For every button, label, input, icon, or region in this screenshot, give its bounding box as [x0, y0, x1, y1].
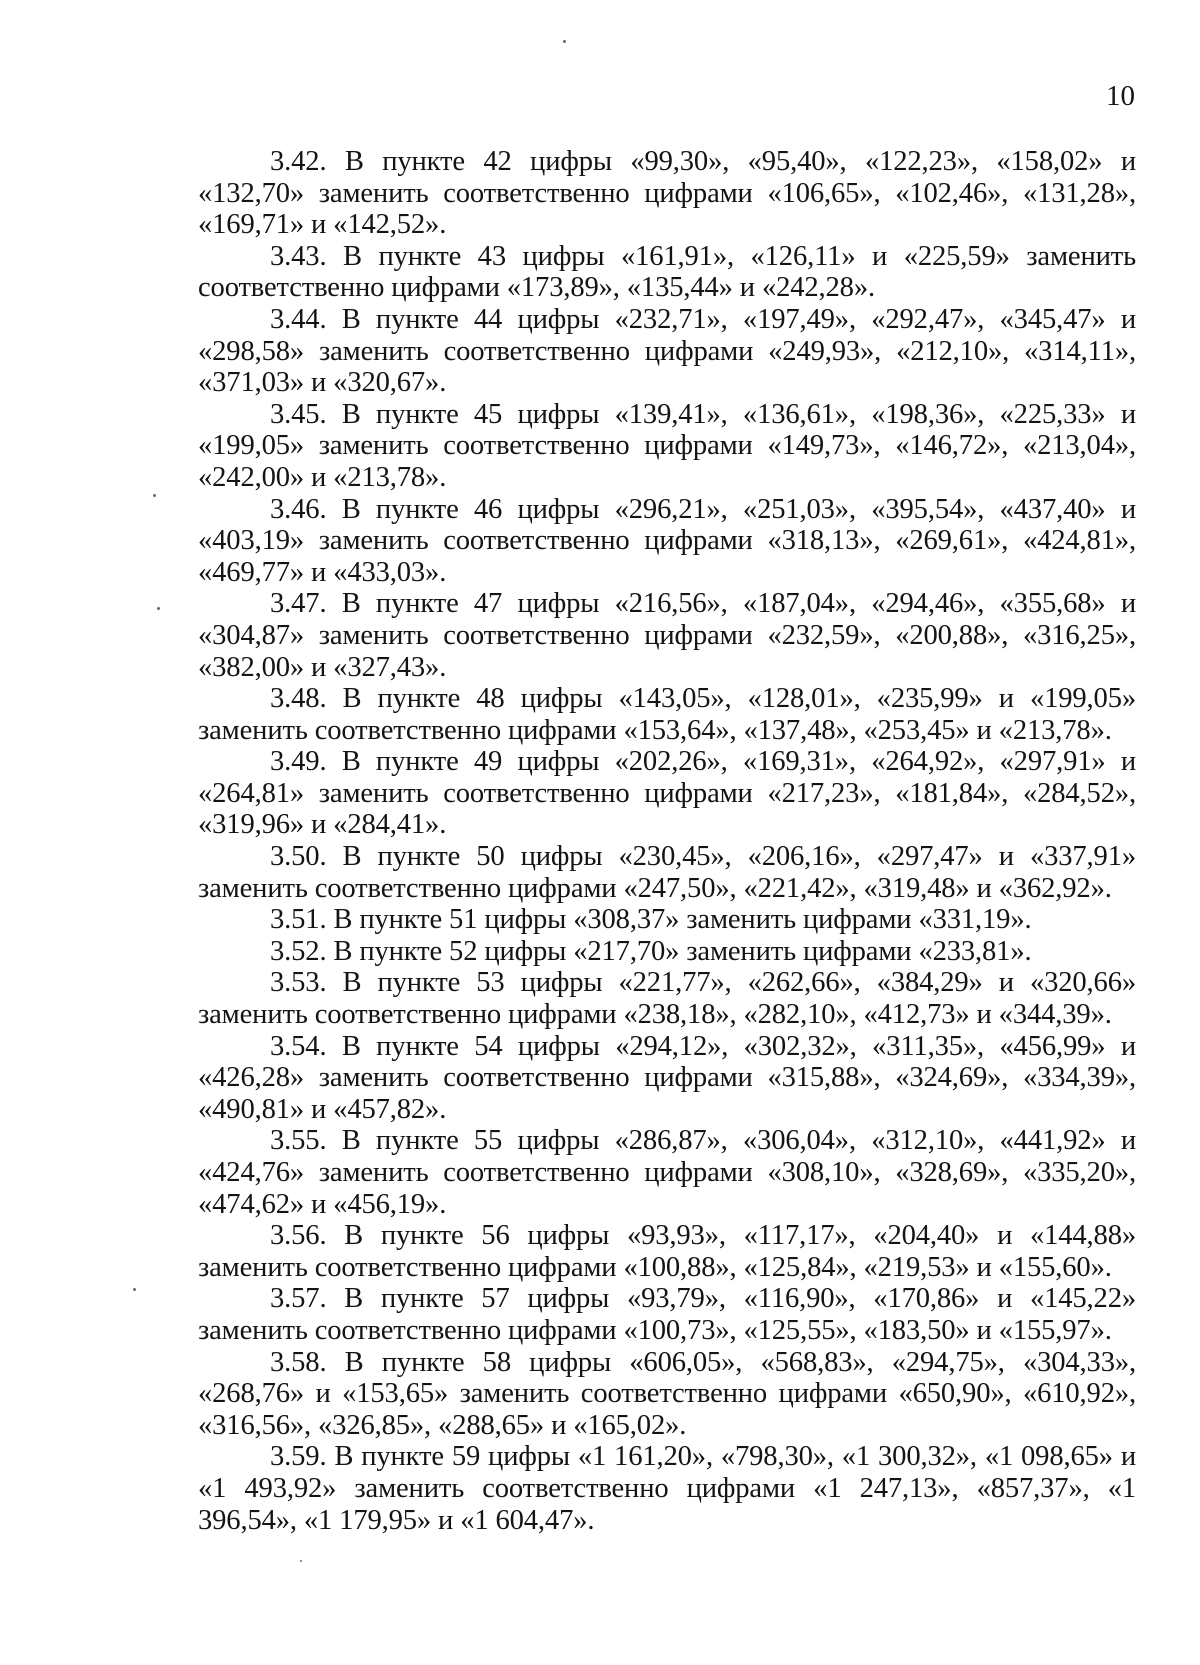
paragraph-3-51: 3.51. В пункте 51 цифры «308,37» заменить цифрами «331,19». [270, 904, 1032, 936]
document-body [198, 146, 1136, 1536]
paragraph-3-53: 3.53. В пункте 53 цифры «221,77», «262,66», «384,29» и «320,66» заменить соответственно цифрами «238,18», «282,10», «412,73» и «344,39». [198, 967, 1136, 1031]
paragraph-3-44: 3.44. В пункте 44 цифры «232,71», «197,49», «292,47», «345,47» и «298,58» заменить соответственно цифрами «249,93», «212,10», «314,11», «371,03» и «320,67». [198, 303, 1136, 399]
paragraph-3-47: 3.47. В пункте 47 цифры «216,56», «187,04», «294,46», «355,68» и «304,87» заменить соответственно цифрами «232,59», «200,88», «316,25», «382,00» и «327,43». [198, 588, 1136, 683]
paragraph-3-43: 3.43. В пункте 43 цифры «161,91», «126,11» и «225,59» заменить соответственно цифрами «173,89», «135,44» и «242,28». [198, 240, 1136, 304]
scan-speck [133, 1288, 136, 1291]
paragraph-3-45: 3.45. В пункте 45 цифры «139,41», «136,61», «198,36», «225,33» и «199,05» заменить соответственно цифрами «149,73», «146,72», «213,04», «242,00» и «213,78». [198, 398, 1136, 493]
paragraph-3-46: 3.46. В пункте 46 цифры «296,21», «251,03», «395,54», «437,40» и «403,19» заменить соответственно цифрами «318,13», «269,61», «424,81», «469,77» и «433,03». [198, 493, 1136, 588]
paragraph-3-58: 3.58. В пункте 58 цифры «606,05», «568,83», «294,75», «304,33», «268,76» и «153,65» заменить соответственно цифрами «650,90», «610,92», «316,56», «326,85», «288,65» и «165,02». [198, 1346, 1136, 1441]
paragraph-3-56: 3.56. В пункте 56 цифры «93,93», «117,17», «204,40» и «144,88» заменить соответственно цифрами «100,88», «125,84», «219,53» и «155,60». [198, 1220, 1136, 1283]
paragraph-3-49: 3.49. В пункте 49 цифры «202,26», «169,31», «264,92», «297,91» и «264,81» заменить соответственно цифрами «217,23», «181,84», «284,52», «319,96» и «284,41». [198, 746, 1136, 841]
paragraph-3-55: 3.55. В пункте 55 цифры «286,87», «306,04», «312,10», «441,92» и «424,76» заменить соответственно цифрами «308,10», «328,69», «335,20», «474,62» и «456,19». [198, 1125, 1136, 1220]
scan-speck [153, 494, 156, 497]
paragraph-3-52: 3.52. В пункте 52 цифры «217,70» заменить цифрами «233,81». [270, 935, 1032, 967]
page-number: 10 [1106, 80, 1135, 112]
paragraph-3-57: 3.57. В пункте 57 цифры «93,79», «116,90», «170,86» и «145,22» заменить соответственно цифрами «100,73», «125,55», «183,50» и «155,97». [198, 1283, 1136, 1346]
scan-speck [157, 607, 160, 610]
scan-speck [563, 40, 566, 43]
paragraph-3-50: 3.50. В пункте 50 цифры «230,45», «206,16», «297,47» и «337,91» заменить соответственно цифрами «247,50», «221,42», «319,48» и «362,92». [198, 841, 1136, 904]
paragraph-3-42: 3.42. В пункте 42 цифры «99,30», «95,40», «122,23», «158,02» и «132,70» заменить соответственно цифрами «106,65», «102,46», «131,28», «169,71» и «142,52». [198, 146, 1136, 241]
paragraph-3-54: 3.54. В пункте 54 цифры «294,12», «302,32», «311,35», «456,99» и «426,28» заменить соответственно цифрами «315,88», «324,69», «334,39», «490,81» и «457,82». [198, 1030, 1136, 1125]
paragraph-3-59: 3.59. В пункте 59 цифры «1 161,20», «798,30», «1 300,32», «1 098,65» и «1 493,92» заменить соответственно цифрами «1 247,13», «857,37», «1 396,54», «1 179,95» и «1 604,47». [198, 1441, 1136, 1536]
scan-speck [300, 1560, 302, 1562]
paragraph-3-48: 3.48. В пункте 48 цифры «143,05», «128,01», «235,99» и «199,05» заменить соответственно цифрами «153,64», «137,48», «253,45» и «213,78». [198, 683, 1136, 746]
